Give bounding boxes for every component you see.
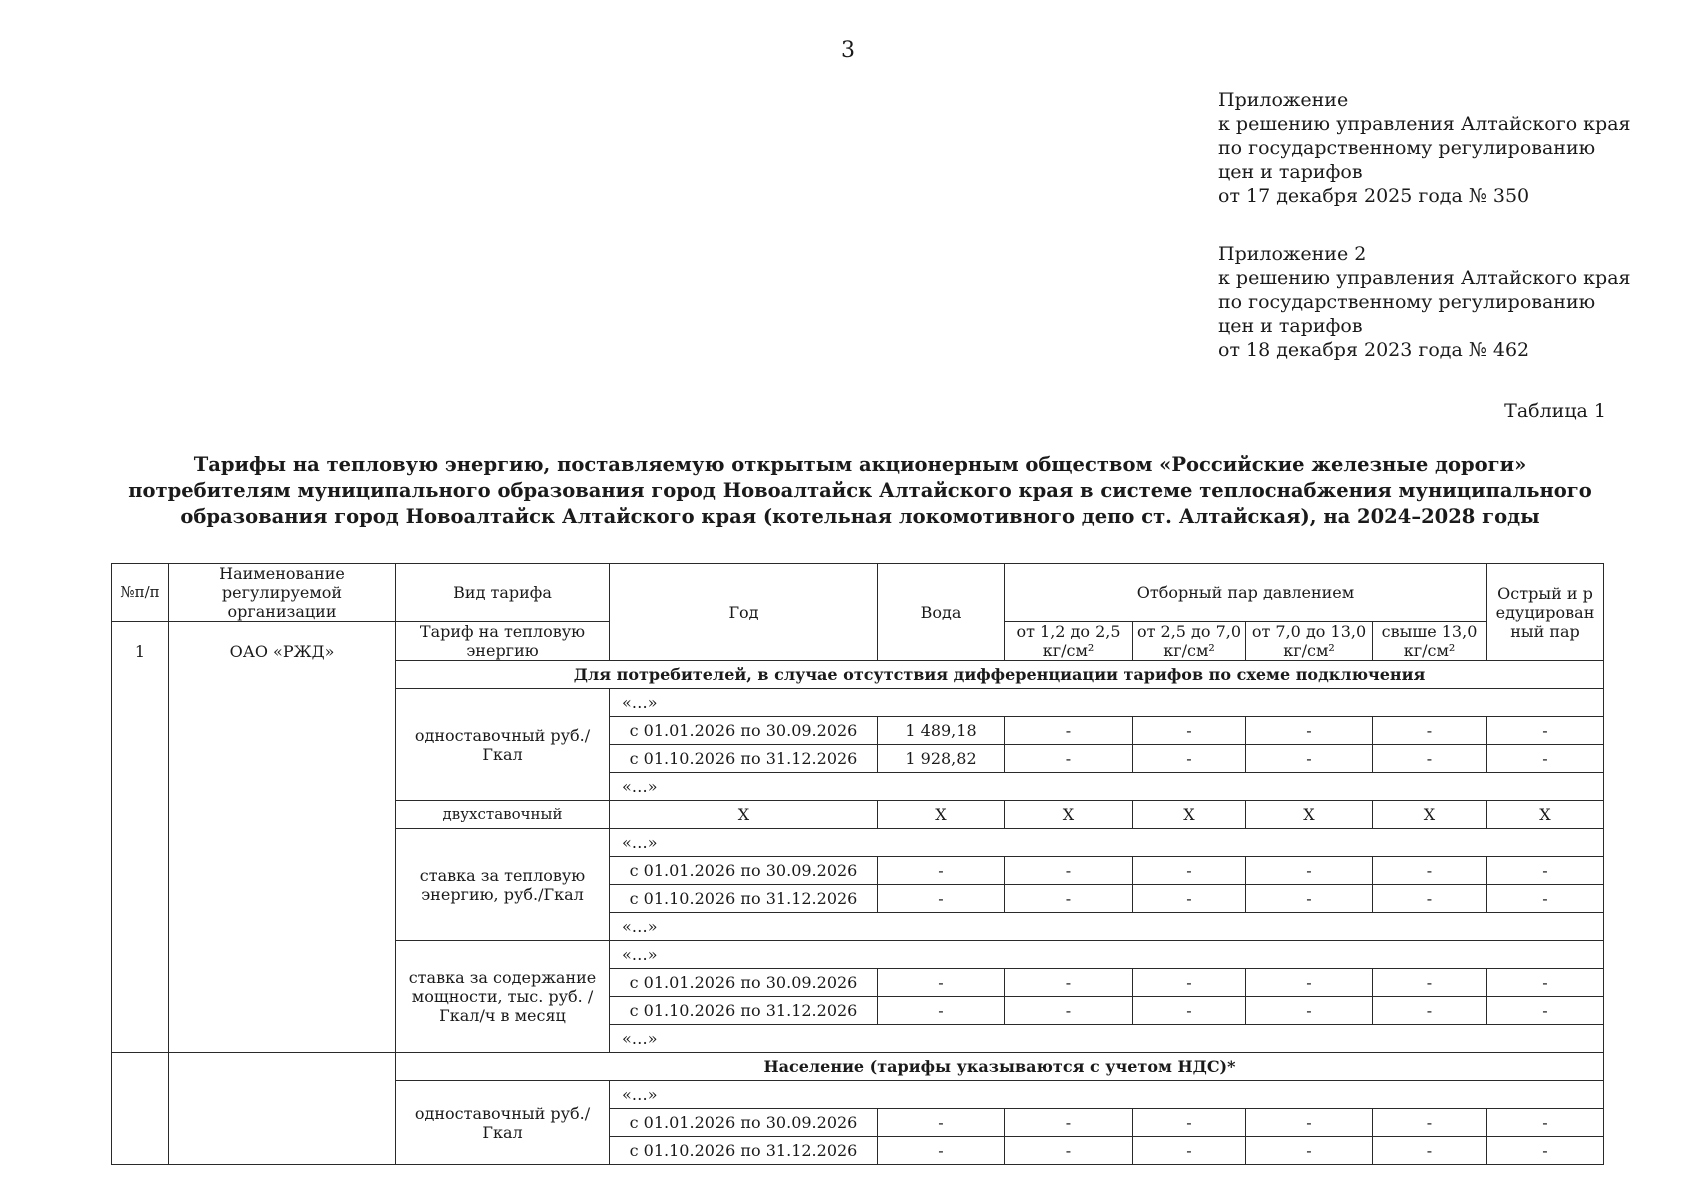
period: с 01.01.2026 по 30.09.2026 [610,717,878,745]
organization-cont [169,1025,396,1053]
cell-dash: - [1005,717,1133,745]
cell-dash: - [878,969,1005,997]
approval-line: от 18 декабря 2023 года № 462 [1218,339,1530,361]
cell-dash: - [1373,717,1487,745]
table-row [112,1081,1604,1109]
ellipsis: «…» [610,1025,1604,1053]
approval-line: к решению управления Алтайского края [1218,267,1631,289]
cell-dash: - [1487,717,1604,745]
header-steam-3: от 7,0 до 13,0 кг/см² [1246,622,1373,661]
cell-dash: - [1487,745,1604,773]
approval-line: от 17 декабря 2025 года № 350 [1218,185,1530,207]
section-population: Население (тарифы указываются с учетом НДС)* [396,1053,1604,1081]
cell-dash: - [1246,997,1373,1025]
cell-dash: - [1487,1137,1604,1165]
cell-dash: - [1487,969,1604,997]
cell-x: Х [1005,801,1133,829]
cell-dash: - [1133,1109,1246,1137]
header-num: №п/п [112,564,169,622]
organization-cont [169,1081,396,1165]
cell-dash: - [1133,857,1246,885]
section-consumers: Для потребителей, в случае отсутствия дифференциации тарифов по схеме подключения [396,661,1604,689]
ellipsis: «…» [610,941,1604,969]
cell-dash: - [1133,885,1246,913]
header-type: Вид тарифа [396,564,610,622]
cell-dash: - [1373,997,1487,1025]
row-number-cont [112,1053,169,1081]
cell-dash: - [1133,969,1246,997]
header-sharp-steam: Острый и редуцированный пар [1487,564,1604,661]
approval-line: к решению управления Алтайского края [1218,113,1631,135]
approval-block-1 [1218,88,1631,208]
period: с 01.10.2026 по 31.12.2026 [610,745,878,773]
approval-line: по государственному регулированию [1218,137,1596,159]
cell-dash: - [1005,1109,1133,1137]
header-steam-1: от 1,2 до 2,5 кг/см² [1005,622,1133,661]
cell-x: Х [1487,801,1604,829]
tariff-table [111,563,1604,1165]
cell-x: Х [878,801,1005,829]
period: с 01.10.2026 по 31.12.2026 [610,1137,878,1165]
cell-dash: - [1246,1137,1373,1165]
ellipsis: «…» [610,773,1604,801]
ellipsis: «…» [610,1081,1604,1109]
water-value: 1 928,82 [878,745,1005,773]
tariff-type-label: Тариф на тепловую энергию [396,622,610,661]
cell-dash: - [1373,1109,1487,1137]
water-value: 1 489,18 [878,717,1005,745]
cell-dash: - [1005,885,1133,913]
period: с 01.10.2026 по 31.12.2026 [610,997,878,1025]
row-number: 1 [112,622,169,1025]
cell-dash: - [1487,1109,1604,1137]
cell-x: Х [1246,801,1373,829]
cell-dash: - [878,885,1005,913]
header-steam-group: Отборный пар давлением [1005,564,1487,622]
two-rate-label: двухставочный [396,801,610,829]
header-water: Вода [878,564,1005,661]
row-number-cont [112,1081,169,1165]
section-row [112,1053,1604,1081]
single-rate-label: одноставочный руб./Гкал [396,689,610,801]
header-steam-4: свыше 13,0 кг/см² [1373,622,1487,661]
cell-dash: - [1487,997,1604,1025]
capacity-rate-label: ставка за содержание мощности, тыс. руб. /Гкал/ч в месяц [396,941,610,1053]
row-number-cont [112,1025,169,1053]
table-row [112,1025,1604,1053]
cell-dash: - [1487,857,1604,885]
energy-rate-label: ставка за тепловую энергию, руб./Гкал [396,829,610,941]
cell-dash: - [1246,885,1373,913]
cell-x: Х [1133,801,1246,829]
page-number: 3 [841,38,855,63]
cell-dash: - [1133,745,1246,773]
approval-line: Приложение 2 [1218,243,1367,265]
cell-dash: - [1246,969,1373,997]
organization-name: ОАО «РЖД» [169,622,396,1025]
ellipsis: «…» [610,689,1604,717]
cell-dash: - [878,997,1005,1025]
approval-line: цен и тарифов [1218,161,1363,183]
cell-dash: - [1373,745,1487,773]
cell-x: Х [1373,801,1487,829]
approval-line: Приложение [1218,89,1349,111]
cell-dash: - [1005,997,1133,1025]
cell-dash: - [1373,969,1487,997]
organization-cont [169,1053,396,1081]
header-row [112,564,1604,622]
ellipsis: «…» [610,829,1604,857]
cell-dash: - [878,1109,1005,1137]
cell-dash: - [1005,969,1133,997]
cell-dash: - [1133,1137,1246,1165]
header-year: Год [610,564,878,661]
header-steam-2: от 2,5 до 7,0 кг/см² [1133,622,1246,661]
cell-dash: - [1246,745,1373,773]
period: с 01.01.2026 по 30.09.2026 [610,969,878,997]
cell-dash: - [1005,1137,1133,1165]
header-org: Наименование регулируемой организации [169,564,396,622]
cell-dash: - [1246,1109,1373,1137]
cell-dash: - [1373,857,1487,885]
cell-dash: - [1373,1137,1487,1165]
cell-dash: - [878,1137,1005,1165]
cell-dash: - [1373,885,1487,913]
period: с 01.01.2026 по 30.09.2026 [610,1109,878,1137]
ellipsis: «…» [610,913,1604,941]
cell-dash: - [1005,857,1133,885]
cell-x: Х [610,801,878,829]
cell-dash: - [1133,717,1246,745]
table-label: Таблица 1 [1504,400,1606,422]
approval-line: по государственному регулированию [1218,291,1596,313]
single-rate-population-label: одноставочный руб./Гкал [396,1081,610,1165]
approval-line: цен и тарифов [1218,315,1363,337]
cell-dash: - [878,857,1005,885]
period: с 01.01.2026 по 30.09.2026 [610,857,878,885]
cell-dash: - [1487,885,1604,913]
cell-dash: - [1246,857,1373,885]
cell-dash: - [1246,717,1373,745]
cell-dash: - [1005,745,1133,773]
period: с 01.10.2026 по 31.12.2026 [610,885,878,913]
cell-dash: - [1133,997,1246,1025]
document-title: Тарифы на тепловую энергию, поставляемую открытым акционерным обществом «Российские железные дороги» потребителям муниципального образования город Новоалтайск Алтайского края в системе теплоснабжения муниципального образования город Новоалтайск Алтайского края (котельная локомотивного депо ст. Алтайская), на 2024–2028 годы [128,453,1592,528]
approval-block-2 [1218,242,1631,362]
